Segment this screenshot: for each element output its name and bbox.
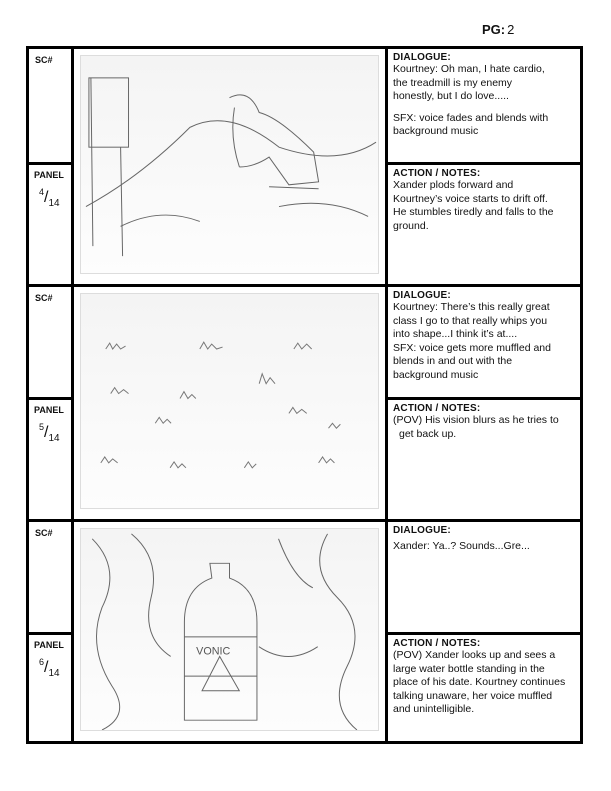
sketch-column	[74, 287, 388, 519]
panel-num: 6	[39, 657, 45, 668]
notes-line: and unintelligible.	[393, 703, 475, 715]
storyboard-row-3	[29, 519, 580, 741]
dialogue-box	[388, 522, 580, 632]
panel-sketch-3	[80, 528, 379, 731]
notes-line: (POV) His vision blurs as he tries to	[393, 414, 559, 426]
panel-label: PANEL	[34, 405, 64, 415]
notes-line: Xander plods forward and	[393, 179, 514, 191]
dialogue-line: into shape...I think it’s at....	[393, 328, 518, 340]
notes-line: place of his date. Kourtney continues	[393, 676, 566, 688]
panel-sketch-1	[80, 55, 379, 274]
panel-number-box	[29, 632, 71, 744]
sketch-column	[74, 522, 388, 741]
dialogue-line: class I go to that really whips you	[393, 314, 548, 327]
sfx-line: background music	[393, 368, 479, 381]
panel-num: 5	[39, 422, 45, 433]
notes-line: Kourtney’s voice starts to drift off.	[393, 192, 548, 205]
dialogue-heading: DIALOGUE:	[393, 525, 451, 536]
notes-box	[388, 397, 580, 522]
dialogue-line: Xander: Ya..? Sounds...Gre...	[393, 540, 530, 552]
storyboard-row-2	[29, 284, 580, 519]
dialogue-line: Kourtney: There’s this really great	[393, 301, 550, 313]
notes-line: large water bottle standing in the	[393, 662, 545, 675]
page-value: 2	[507, 22, 515, 37]
scene-label: SC#	[35, 55, 53, 65]
notes-box	[388, 632, 580, 744]
dialogue-box	[388, 49, 580, 162]
scene-label: SC#	[35, 293, 53, 303]
notes-heading: ACTION / NOTES:	[393, 168, 481, 179]
scene-label: SC#	[35, 528, 53, 538]
page-number	[482, 22, 514, 37]
panel-den: 14	[48, 198, 60, 209]
panel-number-box	[29, 162, 71, 284]
panel-num: 4	[39, 187, 45, 198]
sfx-line: SFX: voice fades and blends with	[393, 111, 549, 124]
storyboard-row-1	[29, 49, 580, 284]
sketch-drawing-1	[81, 56, 378, 273]
sfx-line: SFX: voice gets more muffled and	[393, 341, 551, 354]
panel-number-box	[29, 397, 71, 522]
notes-line: (POV) Xander looks up and sees a	[393, 649, 556, 661]
notes-line: talking unaware, her voice muffled	[393, 689, 553, 702]
scene-column	[29, 522, 74, 741]
notes-heading: ACTION / NOTES:	[393, 638, 481, 649]
panel-fraction: $^5$/14	[39, 422, 60, 444]
dialogue-heading: DIALOGUE:	[393, 52, 451, 63]
scene-column	[29, 49, 74, 284]
sketch-column	[74, 49, 388, 284]
sketch-drawing-2	[81, 294, 378, 508]
dialogue-box	[388, 287, 580, 397]
sfx-line: background music	[393, 125, 479, 137]
text-column	[388, 522, 580, 741]
dialogue-line: Kourtney: Oh man, I hate cardio,	[393, 63, 545, 75]
panel-label: PANEL	[34, 170, 64, 180]
scene-column	[29, 287, 74, 519]
notes-heading: ACTION / NOTES:	[393, 403, 481, 414]
panel-fraction: $^4$/14	[39, 187, 60, 209]
notes-box	[388, 162, 580, 284]
text-column	[388, 287, 580, 519]
notes-line: get back up.	[399, 427, 457, 440]
sketch-drawing-3	[81, 529, 378, 730]
page-label: PG:	[482, 22, 506, 37]
panel-fraction: $^6$/14	[39, 657, 60, 679]
text-column	[388, 49, 580, 284]
panel-den: 14	[48, 433, 60, 444]
storyboard-sheet	[26, 46, 583, 744]
notes-line: He stumbles tiredly and falls to the	[393, 206, 554, 218]
sfx-line: blends in and out with the	[393, 355, 513, 367]
panel-sketch-2	[80, 293, 379, 509]
panel-den: 14	[48, 668, 60, 679]
bottle-brand-text: VONIC	[196, 645, 231, 658]
panel-label: PANEL	[34, 640, 64, 650]
dialogue-line: the treadmill is my enemy	[393, 76, 513, 89]
dialogue-line: honestly, but I do love.....	[393, 90, 509, 102]
dialogue-heading: DIALOGUE:	[393, 290, 451, 301]
notes-line: ground.	[393, 219, 429, 232]
